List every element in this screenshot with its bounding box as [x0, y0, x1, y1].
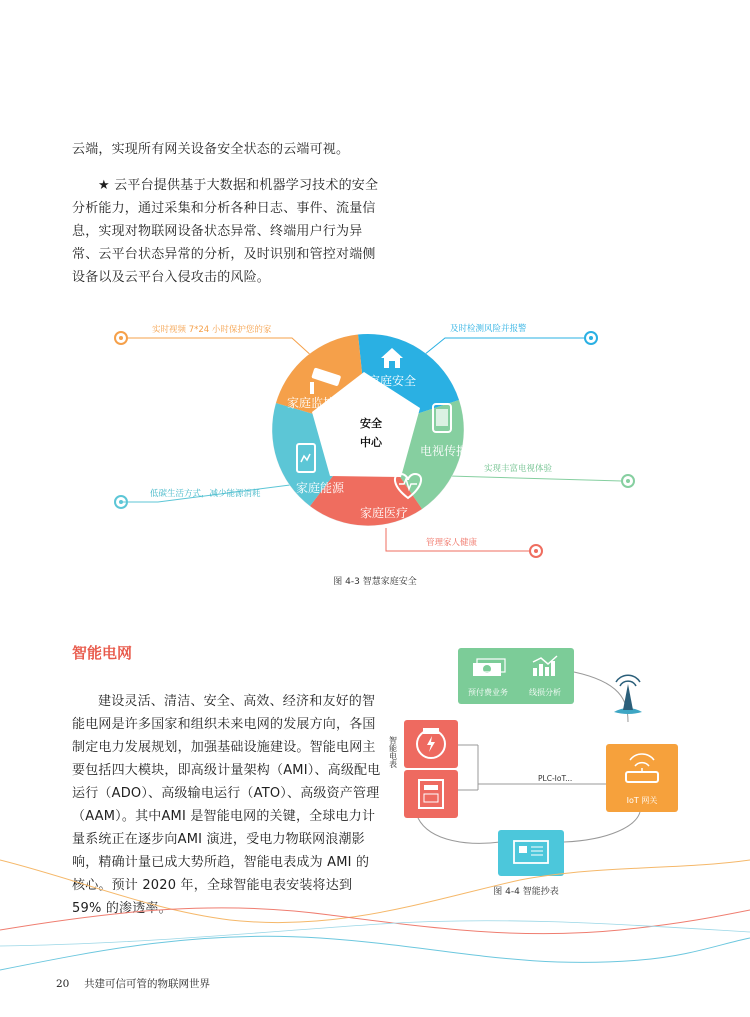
paragraph-cloud-security-analysis: ★ 云平台提供基于大数据和机器学习技术的安全分析能力，通过采集和分析各种日志、事件、流量信息，实现对物联网设备状态异常、终端用户行为异常、云平台状态异常的分析，及时识别和管控对端侧设备以及云平台入侵攻击的风险。: [72, 178, 379, 285]
label-energy: 家庭能源: [295, 481, 345, 495]
center-label-line2: 中心: [360, 436, 382, 449]
callout-energy: 低碳生活方式，减少能源消耗: [150, 489, 261, 499]
label-monitor: 家庭监控: [286, 396, 336, 410]
label-plc: PLC-IoT...: [538, 774, 573, 783]
callout-tv-experience: 实现丰富电视体验: [484, 464, 553, 474]
section-title: 智能电网: [72, 644, 133, 662]
label-smart-meter-text: 智能电表: [388, 736, 398, 768]
callout-video: 实时视频 7*24 小时保护您的家: [152, 325, 272, 335]
page-number: 20: [56, 978, 70, 990]
label-medical: 家庭医疗: [359, 506, 409, 520]
label-line-loss: 线损分析: [529, 688, 561, 697]
figure-4-4-caption: 图 4-4 智能抄表: [493, 887, 559, 897]
decorative-waves: [0, 820, 750, 980]
label-smart-meter: [389, 735, 398, 769]
paragraph-cloud-visibility: 云端，实现所有网关设备安全状态的云端可视。: [72, 142, 350, 157]
cell-tower-icon: [614, 675, 642, 714]
label-iot-gateway: IoT 网关: [626, 796, 658, 805]
label-prepaid: 预付费业务: [468, 688, 508, 697]
figure-4-3-caption: 图 4-3 智慧家庭安全: [333, 577, 417, 587]
page-footer: [56, 976, 210, 991]
footer-title: 共建可信可管的物联网世界: [84, 978, 211, 990]
callout-health: 管理家人健康: [426, 538, 478, 548]
callout-alarm: 及时检测风险并报警: [450, 324, 527, 334]
center-label-line1: 安全: [360, 417, 382, 430]
label-tv: 电视传播: [419, 444, 469, 458]
paragraph-smart-grid: 建设灵活、清洁、安全、高效、经济和友好的智能电网是许多国家和组织未来电网的发展方向，各国制定电力发展规划，加强基础设施建设。智能电网主要包括四大模块，即高级计量架构（AMI）、高级配电运行（ADO）、高级输电运行（ATO）、高级资产管理（AAM）。其中AMI 是智能电网的关键，全球电力计量系统正在逐步向AMI 演进，受电力物联网浪潮影响，精确计量已成大势所趋，智能电表成为 AMI 的核心。预计 2020 年，全球智能电表安装将达到 59% 的渗透率。: [72, 694, 381, 916]
label-home-security: 家庭安全: [367, 374, 417, 388]
